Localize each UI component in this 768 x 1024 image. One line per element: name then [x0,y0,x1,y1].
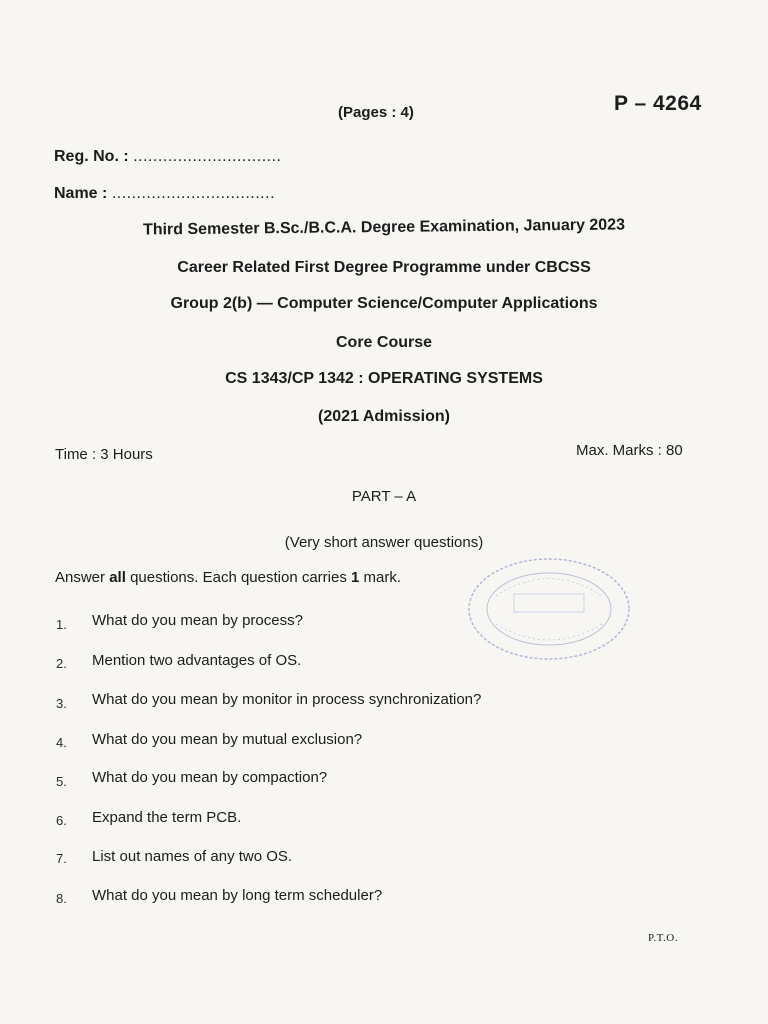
programme-title: Career Related First Degree Programme under CBCSS [177,259,591,276]
instruction-all: all [109,569,126,586]
exam-title: Third Semester B.Sc./B.C.A. Degree Examination, January 2023 [142,216,626,239]
instruction-one: 1 [351,569,360,586]
question-text: What do you mean by long term scheduler? [92,887,383,904]
question-number: 3. [56,696,67,711]
reg-no-label: Reg. No. : [54,148,129,165]
library-seal-icon [466,556,632,662]
question-number: 8. [56,891,67,906]
question-number: 7. [56,851,67,866]
group-title: Group 2(b) — Computer Science/Computer Applications [170,295,598,312]
question-text: Expand the term PCB. [92,809,242,826]
instruction-prefix: Answer [55,569,106,586]
question-text: Mention two advantages of OS. [92,652,302,669]
reg-no-line [54,148,281,166]
question-text: What do you mean by monitor in process synchronization? [92,691,482,708]
course-type: Core Course [335,334,433,351]
question-text: What do you mean by process? [92,612,303,629]
question-number: 5. [56,774,67,789]
max-marks: Max. Marks : 80 [576,442,683,459]
question-number: 4. [56,735,67,750]
instruction [55,569,401,586]
name-label: Name : [54,185,108,202]
question-number: 1. [56,617,67,632]
name-blank: ................................. [111,185,276,202]
question-number: 2. [56,656,67,671]
question-text: What do you mean by compaction? [92,769,328,786]
instruction-middle: questions. Each question carries [130,569,347,586]
reg-no-blank: .............................. [133,148,282,165]
course-title: CS 1343/CP 1342 : OPERATING SYSTEMS [225,370,543,387]
part-subheading: (Very short answer questions) [284,534,484,551]
part-heading: PART – A [351,488,417,505]
question-text: What do you mean by mutual exclusion? [92,731,363,748]
name-line [54,185,275,203]
exam-time: Time : 3 Hours [55,446,153,463]
admission-year: (2021 Admission) [318,408,450,425]
pages-count: (Pages : 4) [338,104,414,121]
question-number: 6. [56,813,67,828]
paper-code: P – 4264 [614,92,702,115]
question-text: List out names of any two OS. [92,848,293,865]
please-turn-over: P.T.O. [648,932,678,944]
instruction-suffix: mark. [363,569,402,586]
